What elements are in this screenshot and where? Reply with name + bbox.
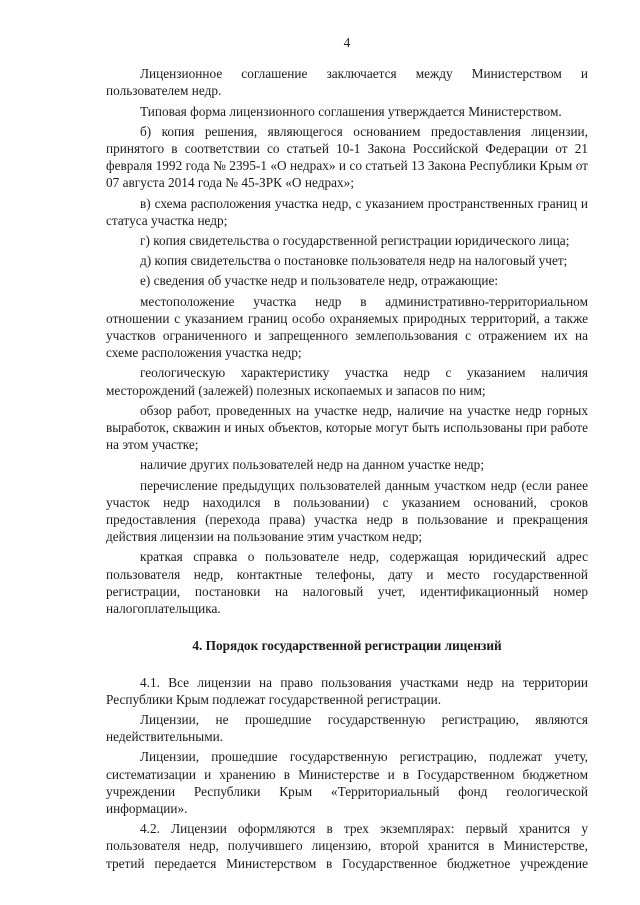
paragraph-agreement-parties: Лицензионное соглашение заключается между Министерством и пользователем недр. (106, 66, 588, 99)
list-item-e-subsoil-info: е) сведения об участке недр и пользователе недр, отражающие: (140, 273, 499, 289)
paragraph-geology: геологическую характеристику участка недр с указанием наличия месторождений (залежей) полезных ископаемых и запасов по ним; (106, 365, 588, 398)
paragraph-previous-users: перечисление предыдущих пользователей данным участком недр (если ранее участок недр находился в пользовании) с указанием оснований, сроков предоставления (перехода права) участка недр в пользование и прекращения действия лицензии на пользование этим участком недр; (106, 477, 588, 545)
paragraph-4-2: 4.2. Лицензии оформляются в трех экземплярах: первый хранится у пользователя недр, получившего лицензию, второй хранится в Министерстве, третий передается Министерством в Государственное бюджетное учреждение (106, 821, 588, 871)
paragraph-4-1: 4.1. Все лицензии на право пользования участками недр на территории Республики Крым подлежат государственной регистрации. (106, 674, 588, 707)
list-item-g-registration-certificate: г) копия свидетельства о государственной регистрации юридического лица; (140, 233, 570, 249)
section-heading: 4. Порядок государственной регистрации лицензий (192, 638, 502, 654)
paragraph-other-users: наличие других пользователей недр на данном участке недр; (140, 457, 485, 473)
list-item-v-location-scheme: в) схема расположения участка недр, с указанием пространственных границ и статуса участка недр; (106, 195, 588, 228)
paragraph-works-review: обзор работ, проведенных на участке недр, наличие на участке недр горных выработок, скважин и иных объектов, которые могут быть использованы при работе на этом участке; (106, 402, 588, 453)
paragraph-invalid-licenses: Лицензии, не прошедшие государственную регистрацию, являются недействительными. (106, 711, 588, 745)
page-number: 4 (343, 35, 351, 50)
paragraph-user-summary: краткая справка о пользователе недр, содержащая юридический адрес пользователя недр, контактные телефоны, дату и место государственной регистрации, постановки на налоговый учет, идентификационный номер налогоплательщика. (106, 549, 588, 617)
list-item-d-tax-certificate: д) копия свидетельства о постановке пользователя недр на налоговый учет; (140, 253, 568, 269)
paragraph-location: местоположение участка недр в административно-территориальном отношении с указанием границ особо охраняемых природных территорий, а также участков ограниченного и запрещенного землепользования с отражением их на схеме расположения участка недр; (106, 293, 588, 361)
list-item-b-decision-copy: б) копия решения, являющегося основанием предоставления лицензии, принятого в соответствии со статьей 10-1 Закона Российской Федерации от 21 февраля 1992 года № 2395-1 «О недрах» и со статьей 13 Закона Республики Крым от 07 августа 2014 года № 45-ЗРК «О недрах»; (106, 123, 588, 191)
paragraph-registered-licenses: Лицензии, прошедшие государственную регистрацию, подлежат учету, систематизации и хранению в Министерстве и в Государственном бюджетном учреждении Республики Крым «Территориальный фонд геологической информации». (106, 749, 588, 816)
paragraph-agreement-form: Типовая форма лицензионного соглашения утверждается Министерством. (140, 103, 562, 119)
